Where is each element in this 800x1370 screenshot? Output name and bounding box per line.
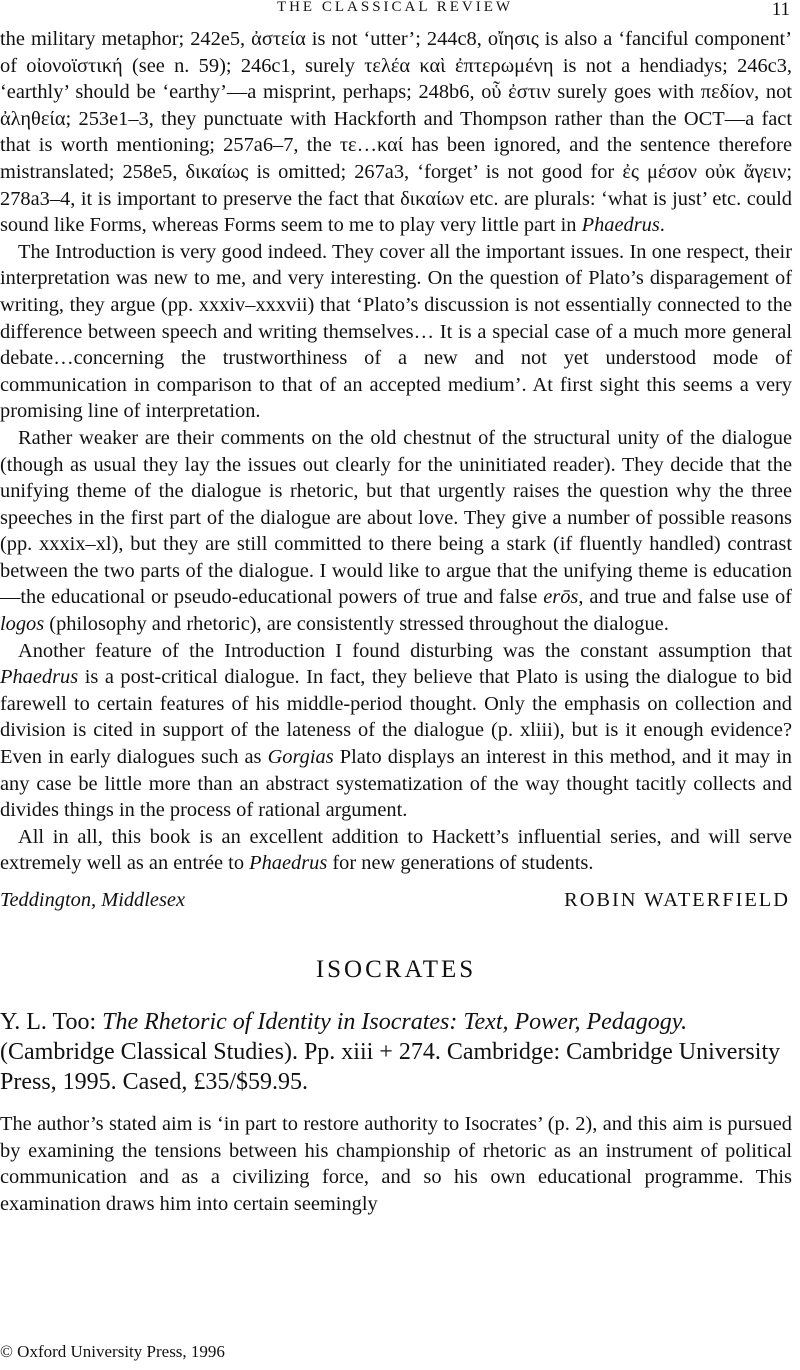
section-heading: ISOCRATES xyxy=(315,956,477,983)
book-title: The Rhetoric of Identity in Isocrates: Text, Power, Pedagogy. xyxy=(102,1009,688,1035)
paragraph: The Introduction is very good indeed. They cover all the important issues. In one respect, their interpretation was new to me, and very interesting. On the question of Plato’s disparagement of writing, they argue (pp. xxxiv–xxxvii) that ‘Plato’s discussion is not essentially connected to the difference between speech and writing themselves… It is a special case of a much more general debate…concerning the trustworthiness of a new and not yet understood mode of communication in comparison to that of an accepted medium’. At first sight this seems a very promising line of interpretation. xyxy=(0,240,792,423)
paragraph: the military metaphor; 242e5, ἀστεία is not ‘utter’; 244c8, οἴησις is also a ‘fanciful component’ of οἰονοϊστική (see n. 59); 246c1, surely τελέα καὶ ἐπτερωμένη is not a hendiadys; 246c3, ‘earthly’ should be ‘earthy’—a misprint, perhaps; 248b6, οὗ ἐστιν surely goes with πεδίον, not ἀληθεία; 253e1–3, they punctuate with Hackforth and Thompson rather than the OCT—a fact that is worth mentioning; 257a6–7, the τε…καί has been ignored, and the sentence therefore mistranslated; 258e5, δικαίως is omitted; 267a3, ‘forget’ is not good for ἐς μέσον οὐκ ἄγειν; 278a3–4, it is important to preserve the fact that δικαίων etc. are plurals: ‘what is just’ etc. could sound like Forms, whereas Forms seem to me to play very little part in Phaedrus. xyxy=(0,28,792,237)
book-citation xyxy=(0,1007,792,1097)
paragraph: All in all, this book is an excellent addition to Hackett’s influential series, and will serve extremely well as an entrée to Phaedrus for new generations of students. xyxy=(0,825,792,875)
text-column xyxy=(0,26,792,1217)
book-details: (Cambridge Classical Studies). Pp. xiii + 274. Cambridge: Cambridge University Press, 1995. Cased, £35/$59.95. xyxy=(0,1039,781,1095)
reviewer-name: ROBIN WATERFIELD xyxy=(564,889,790,911)
journal-title: THE CLASSICAL REVIEW xyxy=(276,0,514,15)
book-author: Y. L. Too: xyxy=(0,1009,97,1035)
reviewer-location: Teddington, Middlesex xyxy=(0,889,186,911)
running-head xyxy=(0,0,790,22)
review-signoff xyxy=(0,887,792,913)
review-body: The author’s stated aim is ‘in part to restore authority to Isocrates’ (p. 2), and this aim is pursued by examining the tensions between his championship of rhetoric as an instrument of political communication and as a civilizing force, and so his own educational programme. This examination draws him into certain seemingly xyxy=(0,1113,792,1215)
paragraph: Rather weaker are their comments on the old chestnut of the structural unity of the dialogue (though as usual they lay the issues out clearly for the uninitiated reader). They decide that the unifying theme of the dialogue is rhetoric, but that urgently raises the question why the three speeches in the first part of the dialogue are about love. They give a number of possible reasons (pp. xxxix–xl), but they are still committed to there being a stark (if fluently handled) contrast between the two parts of the dialogue. I would like to argue that the unifying theme is education—the educational or pseudo-educational powers of true and false erōs, and true and false use of logos (philosophy and rhetoric), are consistently stressed throughout the dialogue. xyxy=(0,426,792,636)
page-number: 11 xyxy=(771,0,790,20)
copyright-footer: © Oxford University Press, 1996 xyxy=(0,1342,225,1361)
paragraph: Another feature of the Introduction I found disturbing was the constant assumption that Phaedrus is a post-critical dialogue. In fact, they believe that Plato is using the dialogue to bid farewell to certain features of his middle-period thought. Only the emphasis on collection and division is cited in support of the lateness of the dialogue (p. xliii), but is it enough evidence? Even in early dialogues such as Gorgias Plato displays an interest in this method, and it may in any case be little more than an abstract systematization of the way thought tacitly collects and divides things in the process of rational argument. xyxy=(0,639,792,822)
